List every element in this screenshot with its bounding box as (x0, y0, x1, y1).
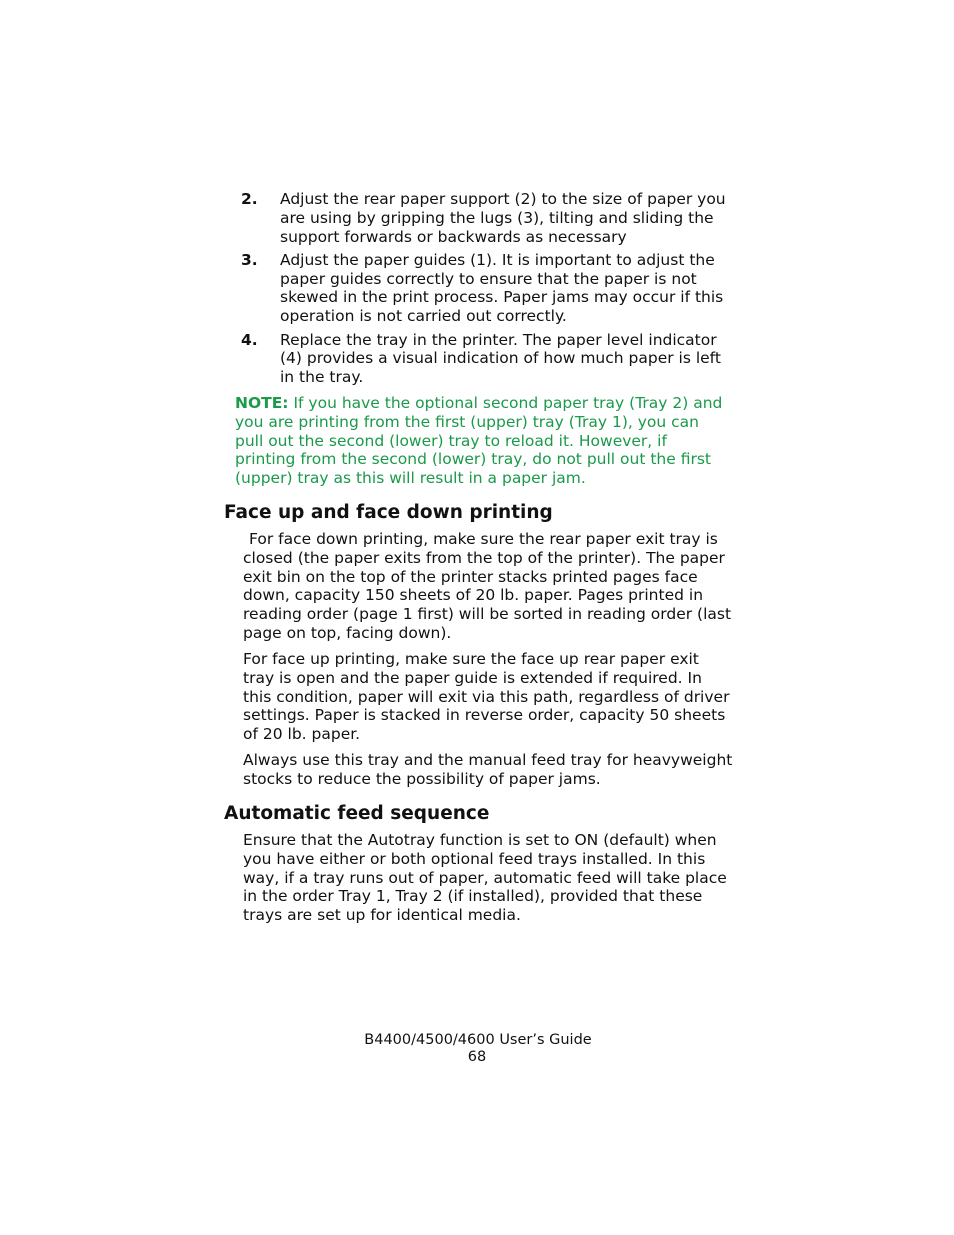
step-item (241, 331, 741, 387)
step-item (241, 190, 741, 246)
note-label: NOTE: (235, 394, 289, 412)
section-heading-face-up-down: Face up and face down printing (224, 502, 553, 523)
paragraph-face-up: For face up printing, make sure the face up rear paper exit tray is open and the paper guide is extended if required. In this condition, paper will exit via this path, regardless of driver settings. Paper is stacked in reverse order, capacity 50 sheets of 20 lb. paper. (243, 650, 730, 744)
footer-page-number: 68 (467, 1049, 487, 1065)
step-text: Adjust the paper guides (1). It is important to adjust the paper guides correctly to ensure that the paper is not skewed in the print process. Paper jams may occur if this operation is not carried out correctly. (280, 250, 724, 326)
paragraph-heavyweight: Always use this tray and the manual feed tray for heavyweight stocks to reduce the possibility of paper jams. (243, 751, 733, 788)
step-item (241, 251, 741, 326)
paragraph-autotray: Ensure that the Autotray function is set to ON (default) when you have either or both optional feed trays installed. In this way, if a tray runs out of paper, automatic feed will take place in the order Tray 1, Tray 2 (if installed), provided that these trays are set up for identical media. (243, 831, 727, 925)
step-text: Replace the tray in the printer. The paper level indicator (4) provides a visual indication of how much paper is left in the tray. (280, 330, 721, 387)
step-number: 4. (241, 330, 258, 349)
step-number: 2. (241, 190, 258, 208)
step-list (241, 190, 741, 391)
section-heading-automatic-feed: Automatic feed sequence (224, 803, 490, 824)
footer-guide-title: B4400/4500/4600 User’s Guide (364, 1032, 592, 1048)
note-text: If you have the optional second paper tray (Tray 2) and you are printing from the first (upper) tray (Tray 1), you can pull out the second (lower) tray to reload it. However, if printing from the second (lower) tray, do not pull out the first (upper) tray as this will result in a paper jam. (235, 394, 723, 488)
step-text: Adjust the rear paper support (2) to the size of paper you are using by gripping the lugs (3), tilting and sliding the support forwards or backwards as necessary (280, 190, 726, 246)
paragraph-face-down: For face down printing, make sure the rear paper exit tray is closed (the paper exits from the top of the printer). The paper exit bin on the top of the printer stacks printed pages face down, capacity 150 sheets of 20 lb. paper. Pages printed in reading order (page 1 first) will be sorted in reading order (last page on top, facing down). (243, 530, 732, 642)
step-number: 3. (241, 250, 258, 269)
note-box (235, 394, 725, 488)
